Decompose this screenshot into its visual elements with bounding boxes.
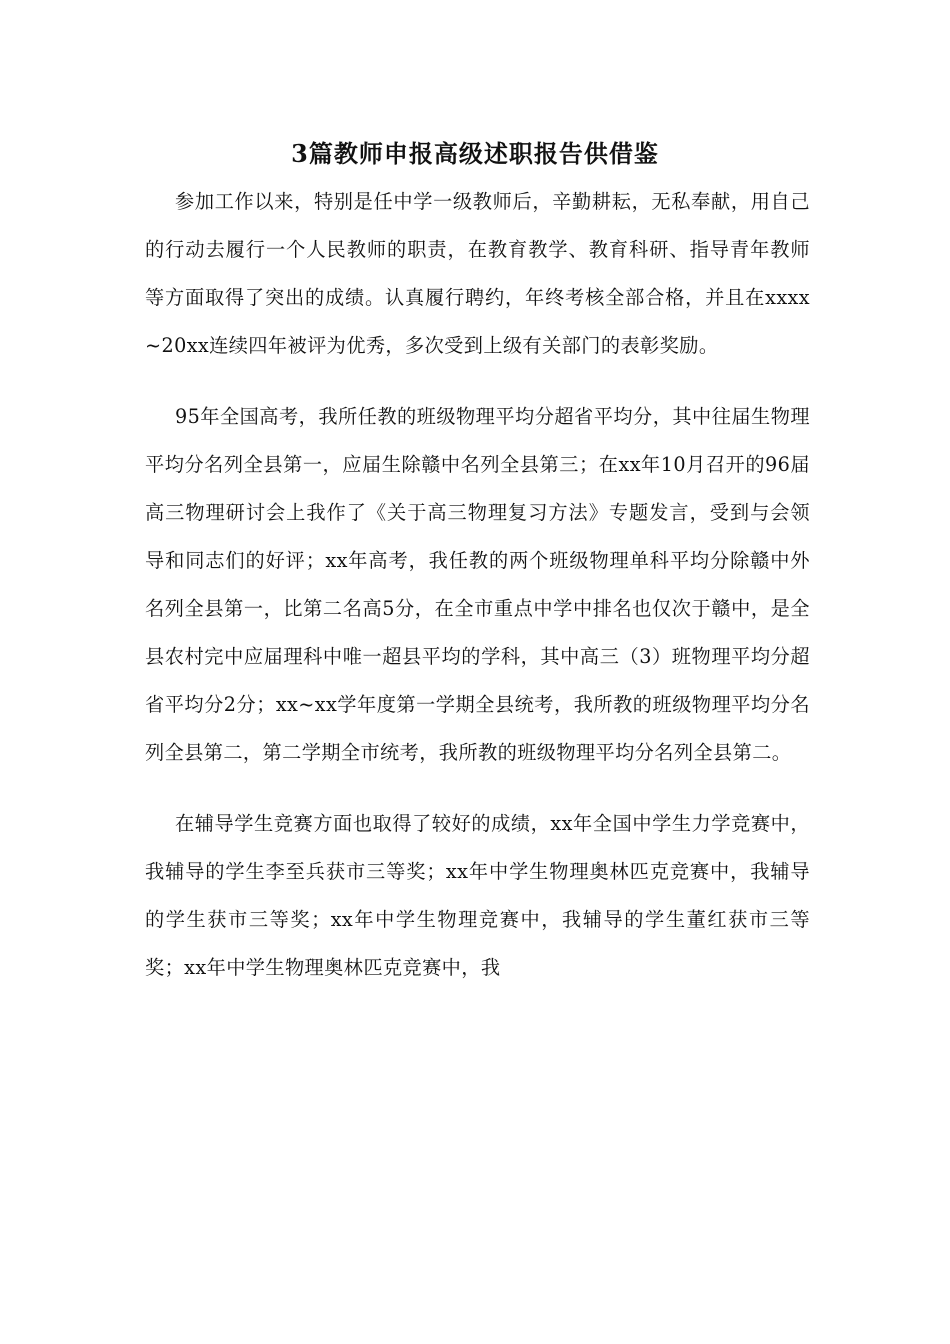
document-body (145, 178, 810, 998)
document-title: 3篇教师申报高级述职报告供借鉴 (291, 139, 659, 168)
paragraph-competition-results: 在辅导学生竞赛方面也取得了较好的成绩，xx年全国中学生力学竞赛中，我辅导的学生李至兵获市三等奖；xx年中学生物理奥林匹克竞赛中，我辅导的学生获市三等奖；xx年中学生物理竞赛中，我辅导的学生董红获市三等奖；xx年中学生物理奥林匹克竞赛中，我 (145, 812, 810, 979)
paragraph-work-summary: 参加工作以来，特别是任中学一级教师后，辛勤耕耘，无私奉献，用自己的行动去履行一个人民教师的职责，在教育教学、教育科研、指导青年教师等方面取得了突出的成绩。认真履行聘约，年终考核全部合格，并且在xxxx~20xx连续四年被评为优秀，多次受到上级有关部门的表彰奖励。 (145, 190, 810, 357)
paragraph-exam-results: 95年全国高考，我所任教的班级物理平均分超省平均分，其中往届生物理平均分名列全县第一，应届生除赣中名列全县第三；在xx年10月召开的96届高三物理研讨会上我作了《关于高三物理复习方法》专题发言，受到与会领导和同志们的好评；xx年高考，我任教的两个班级物理单科平均分除赣中外名列全县第一，比第二名高5分，在全市重点中学中排名也仅次于赣中，是全县农村完中应届理科中唯一超县平均的学科，其中高三（3）班物理平均分超省平均分2分；xx~xx学年度第一学期全县统考，我所教的班级物理平均分名列全县第二，第二学期全市统考，我所教的班级物理平均分名列全县第二。 (145, 405, 810, 764)
